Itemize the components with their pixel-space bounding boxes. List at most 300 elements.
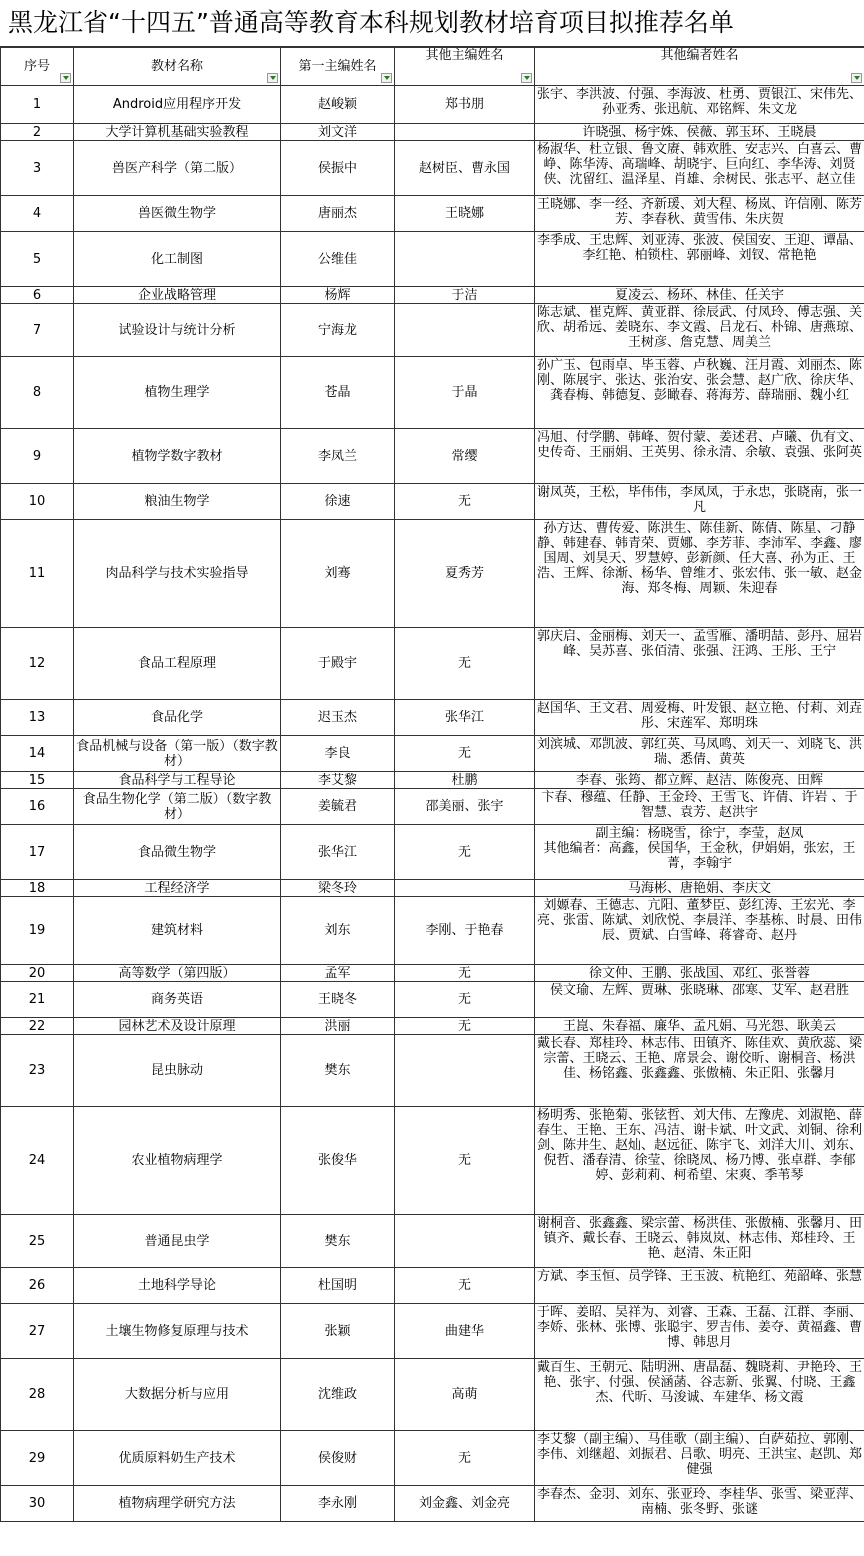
book-name-cell-text: 园林艺术及设计原理 — [118, 1018, 236, 1034]
seq-cell[interactable] — [1, 232, 74, 287]
first-editor-cell[interactable] — [281, 982, 395, 1018]
table-row — [1, 304, 864, 357]
seq-cell[interactable] — [1, 429, 74, 484]
seq-cell-text: 8 — [32, 385, 42, 400]
table-row — [1, 897, 864, 965]
first-editor-cell[interactable] — [281, 484, 395, 520]
other-editors-cell[interactable] — [395, 628, 535, 700]
first-editor-cell-text: 李良 — [324, 746, 351, 761]
seq-cell[interactable] — [1, 1359, 74, 1431]
first-editor-cell-text: 姜毓君 — [317, 799, 357, 814]
other-editors-cell[interactable] — [395, 1035, 535, 1107]
book-name-cell[interactable] — [74, 1018, 281, 1035]
book-name-cell-text: 食品科学与工程导论 — [118, 772, 236, 788]
seq-cell[interactable] — [1, 982, 74, 1018]
other-authors-cell-text: 马海彬、唐艳娟、李庆文 — [627, 881, 771, 896]
first-editor-cell-text: 张华江 — [317, 844, 357, 860]
other-editors-cell[interactable] — [395, 520, 535, 628]
seq-cell[interactable] — [1, 1035, 74, 1107]
other-editors-cell-text: 张华江 — [444, 710, 484, 725]
seq-cell-text: 20 — [28, 965, 46, 981]
other-editors-cell-text: 李刚、于艳春 — [425, 923, 504, 938]
other-authors-cell-text: 侯文瑜、左辉、贾琳、张晓琳、邵寒、艾军、赵君胜 — [549, 983, 849, 998]
first-editor-cell-text: 王晓冬 — [317, 992, 357, 1007]
table-row — [1, 825, 864, 880]
table-row — [1, 1304, 864, 1359]
other-authors-cell-text: 杨明秀、张艳菊、张铉哲、刘大伟、左豫虎、刘淑艳、薛春生、王艳、王东、冯洁、谢卡斌、叶文武、刘铜、徐利剑、陈井生、赵灿、赵远征、陈宇飞、刘洋大川、刘东、倪哲、潘春清、徐莹、徐晓凤、杨乃博、张卓群、李郁婷、彭莉莉、柯希望、宋爽、季苇琴 — [536, 1108, 862, 1183]
other-authors-cell[interactable] — [535, 897, 864, 965]
first-editor-cell[interactable] — [281, 357, 395, 429]
table-body — [1, 86, 864, 1522]
book-name-cell[interactable] — [74, 700, 281, 736]
first-editor-cell[interactable] — [281, 700, 395, 736]
book-name-cell[interactable] — [74, 1107, 281, 1215]
seq-cell[interactable] — [1, 484, 74, 520]
seq-cell-text: 30 — [28, 1496, 46, 1511]
book-name-cell-text: 普通昆虫学 — [144, 1233, 210, 1249]
other-editors-cell[interactable] — [395, 1268, 535, 1304]
other-authors-cell-text: 杨淑华、杜立银、鲁文赓、韩欢胜、安志兴、白喜云、曹峥、陈华涛、高瑞峰、胡晓宇、巨向红、李华涛、刘贤侠、沈留红、温泽星、肖雄、余树民、张志平、赵立佳 — [536, 142, 862, 187]
header-other-authors — [535, 48, 864, 86]
seq-cell[interactable] — [1, 700, 74, 736]
header-label: 教材名称 — [150, 59, 203, 74]
book-name-cell-text: 企业战略管理 — [137, 287, 216, 303]
book-name-cell[interactable] — [74, 789, 281, 825]
book-name-cell[interactable] — [74, 124, 281, 141]
other-authors-cell[interactable] — [535, 700, 864, 736]
other-authors-cell[interactable] — [535, 141, 864, 196]
other-editors-cell[interactable] — [395, 1359, 535, 1431]
other-editors-cell-text: 刘金鑫、刘金亮 — [418, 1496, 510, 1511]
book-name-cell-text: 试验设计与统计分析 — [118, 322, 236, 338]
other-authors-cell[interactable] — [535, 484, 864, 520]
other-authors-cell[interactable] — [535, 1431, 864, 1486]
other-authors-cell-text: 方斌、李玉恒、员学锋、王玉波、杭艳红、苑韶峰、张慧 — [536, 1269, 862, 1284]
first-editor-cell[interactable] — [281, 141, 395, 196]
other-editors-cell-text: 郑书朋 — [444, 97, 484, 112]
other-authors-cell[interactable] — [535, 232, 864, 287]
book-name-cell[interactable] — [74, 287, 281, 304]
seq-cell[interactable] — [1, 1018, 74, 1035]
seq-cell[interactable] — [1, 825, 74, 880]
table-row — [1, 520, 864, 628]
other-editors-cell[interactable] — [395, 965, 535, 982]
other-editors-cell-text: 无 — [457, 844, 471, 860]
header-label: 其他编者姓名 — [660, 48, 739, 63]
other-editors-cell[interactable] — [395, 880, 535, 897]
other-editors-cell[interactable] — [395, 1431, 535, 1486]
other-authors-cell-text: 卞春、穆蕴、任静、王金玲、王雪飞、许倩、许岩 、于智慧、袁芳、赵洪宇 — [541, 790, 858, 820]
other-editors-cell[interactable] — [395, 287, 535, 304]
other-authors-cell[interactable] — [535, 628, 864, 700]
seq-cell-text: 27 — [28, 1323, 46, 1339]
other-editors-cell-text: 无 — [457, 494, 471, 509]
other-authors-cell-text: 谢凤英，王松，毕伟伟，李凤凤，于永忠，张晓南，张一凡 — [536, 485, 862, 515]
book-name-cell-text: 商务英语 — [150, 992, 203, 1007]
first-editor-cell-text: 侯俊财 — [317, 1450, 357, 1466]
seq-cell[interactable] — [1, 1268, 74, 1304]
header-other-editors — [395, 48, 535, 86]
other-editors-cell[interactable] — [395, 429, 535, 484]
seq-cell-text: 25 — [28, 1233, 46, 1249]
book-name-cell[interactable] — [74, 772, 281, 789]
book-name-cell-text: 植物生理学 — [144, 385, 210, 400]
seq-cell-text: 17 — [28, 844, 46, 860]
book-name-cell[interactable] — [74, 897, 281, 965]
seq-cell[interactable] — [1, 196, 74, 232]
other-editors-cell-text: 高萌 — [451, 1387, 478, 1402]
other-authors-cell[interactable] — [535, 1359, 864, 1431]
first-editor-cell[interactable] — [281, 772, 395, 789]
table-row — [1, 484, 864, 520]
seq-cell[interactable] — [1, 287, 74, 304]
first-editor-cell[interactable] — [281, 897, 395, 965]
table-row — [1, 772, 864, 789]
other-editors-cell[interactable] — [395, 897, 535, 965]
first-editor-cell-text: 苍晶 — [324, 385, 351, 400]
other-editors-cell[interactable] — [395, 141, 535, 196]
seq-cell[interactable] — [1, 736, 74, 772]
first-editor-cell[interactable] — [281, 1035, 395, 1107]
other-authors-cell-text: 刘滨城、邓凯波、郭红英、马凤鸣、刘天一、刘晓飞、洪瑞、悉倩、黄英 — [536, 737, 862, 767]
table-row — [1, 789, 864, 825]
other-authors-cell[interactable] — [535, 1215, 864, 1268]
seq-cell[interactable] — [1, 965, 74, 982]
other-editors-cell[interactable] — [395, 982, 535, 1018]
first-editor-cell-text: 徐速 — [324, 494, 351, 509]
book-name-cell[interactable] — [74, 141, 281, 196]
other-authors-cell-text: 赵国华、王文君、周爱梅、叶发银、赵立艳、付莉、刘垚彤、宋莲军、郑明珠 — [536, 701, 862, 731]
other-authors-cell[interactable] — [535, 86, 864, 124]
other-authors-cell[interactable] — [535, 789, 864, 825]
recommendation-table — [0, 47, 864, 1522]
first-editor-cell-text: 李凤兰 — [317, 448, 357, 464]
header-seq — [1, 48, 74, 86]
other-authors-cell[interactable] — [535, 1486, 864, 1522]
first-editor-cell[interactable] — [281, 880, 395, 897]
seq-cell-text: 9 — [32, 448, 42, 464]
book-name-cell[interactable] — [74, 1304, 281, 1359]
other-authors-cell[interactable] — [535, 429, 864, 484]
book-name-cell[interactable] — [74, 304, 281, 357]
table-row — [1, 1431, 864, 1486]
seq-cell[interactable] — [1, 1215, 74, 1268]
seq-cell-text: 12 — [28, 656, 46, 671]
book-name-cell[interactable] — [74, 628, 281, 700]
other-editors-cell[interactable] — [395, 357, 535, 429]
other-editors-cell-text: 无 — [457, 746, 471, 761]
book-name-cell-text: 工程经济学 — [144, 880, 210, 896]
seq-cell-text: 1 — [32, 97, 42, 112]
seq-cell-text: 29 — [28, 1450, 46, 1466]
seq-cell[interactable] — [1, 628, 74, 700]
book-name-cell[interactable] — [74, 86, 281, 124]
first-editor-cell-text: 刘东 — [324, 923, 351, 938]
first-editor-cell[interactable] — [281, 825, 395, 880]
other-authors-cell-text: 谢桐音、张鑫鑫、梁宗蕾、杨洪佳、张傲楠、张馨月、田镇齐、戴长春、王晓云、韩岚岚、林志伟、郑桂玲、王艳、赵清、朱正阳 — [536, 1216, 862, 1261]
table-row — [1, 1268, 864, 1304]
first-editor-cell[interactable] — [281, 520, 395, 628]
other-authors-cell[interactable] — [535, 880, 864, 897]
seq-cell[interactable] — [1, 304, 74, 357]
book-name-cell[interactable] — [74, 1486, 281, 1522]
seq-cell-text: 24 — [28, 1153, 46, 1168]
book-name-cell[interactable] — [74, 1359, 281, 1431]
other-authors-cell[interactable] — [535, 982, 864, 1018]
header-row — [1, 48, 864, 86]
first-editor-cell-text: 樊东 — [324, 1063, 351, 1078]
book-name-cell[interactable] — [74, 429, 281, 484]
book-name-cell-text: 食品工程原理 — [137, 656, 216, 671]
other-editors-cell-text: 无 — [457, 965, 471, 981]
seq-cell-text: 22 — [28, 1018, 46, 1034]
other-authors-cell[interactable] — [535, 772, 864, 789]
other-editors-cell-text: 王晓娜 — [444, 206, 484, 221]
other-authors-cell[interactable] — [535, 287, 864, 304]
table-row — [1, 628, 864, 700]
other-editors-cell[interactable] — [395, 124, 535, 141]
seq-cell[interactable] — [1, 1486, 74, 1522]
table-row — [1, 1018, 864, 1035]
seq-cell-text: 19 — [28, 923, 46, 938]
table-row — [1, 1486, 864, 1522]
header-book-name — [74, 48, 281, 86]
other-authors-cell[interactable] — [535, 1304, 864, 1359]
other-editors-cell[interactable] — [395, 700, 535, 736]
book-name-cell[interactable] — [74, 357, 281, 429]
filter-dropdown-icon[interactable] — [521, 73, 532, 83]
first-editor-cell[interactable] — [281, 789, 395, 825]
seq-cell[interactable] — [1, 789, 74, 825]
first-editor-cell[interactable] — [281, 86, 395, 124]
first-editor-cell-text: 樊东 — [324, 1233, 351, 1249]
other-editors-cell[interactable] — [395, 1304, 535, 1359]
other-authors-cell[interactable] — [535, 196, 864, 232]
seq-cell[interactable] — [1, 141, 74, 196]
filter-dropdown-icon[interactable] — [851, 73, 862, 83]
header-label: 序号 — [23, 59, 50, 74]
table-row — [1, 965, 864, 982]
seq-cell[interactable] — [1, 1304, 74, 1359]
book-name-cell-text: 食品微生物学 — [137, 844, 216, 860]
filter-dropdown-icon[interactable] — [267, 73, 278, 83]
seq-cell[interactable] — [1, 772, 74, 789]
first-editor-cell[interactable] — [281, 1431, 395, 1486]
book-name-cell-text: 农业植物病理学 — [131, 1153, 223, 1168]
book-name-cell-text: 高等数学（第四版） — [118, 965, 236, 981]
seq-cell-text: 10 — [28, 494, 46, 509]
other-editors-cell-text: 无 — [457, 1450, 471, 1466]
first-editor-cell-text: 侯振中 — [317, 160, 357, 176]
seq-cell-text: 3 — [32, 160, 42, 176]
seq-cell[interactable] — [1, 897, 74, 965]
book-name-cell-text: 大数据分析与应用 — [124, 1387, 229, 1402]
table-row — [1, 196, 864, 232]
first-editor-cell[interactable] — [281, 1304, 395, 1359]
first-editor-cell-text: 李艾黎 — [317, 772, 357, 788]
other-editors-cell[interactable] — [395, 304, 535, 357]
other-editors-cell[interactable] — [395, 772, 535, 789]
other-editors-cell[interactable] — [395, 1107, 535, 1215]
book-name-cell-text: 昆虫脉动 — [150, 1063, 203, 1078]
other-authors-cell-text: 李春杰、金羽、刘东、张亚玲、李桂华、张雪、梁亚萍、南楠、张冬野、张谜 — [536, 1487, 862, 1517]
book-name-cell[interactable] — [74, 825, 281, 880]
other-authors-cell[interactable] — [535, 1107, 864, 1215]
other-authors-cell[interactable] — [535, 124, 864, 141]
other-editors-cell-text: 赵树臣、曹永国 — [418, 160, 510, 176]
book-name-cell[interactable] — [74, 1268, 281, 1304]
first-editor-cell-text: 于殿宇 — [317, 656, 357, 671]
table-row — [1, 880, 864, 897]
first-editor-cell-text: 张颖 — [324, 1323, 351, 1339]
table-row — [1, 141, 864, 196]
other-editors-cell-text: 邵美丽、张宇 — [425, 799, 504, 814]
other-authors-cell[interactable] — [535, 1018, 864, 1035]
first-editor-cell-text: 杜国明 — [317, 1278, 357, 1293]
first-editor-cell[interactable] — [281, 429, 395, 484]
other-editors-cell-text: 常缨 — [451, 448, 478, 464]
first-editor-cell-text: 沈维政 — [317, 1387, 357, 1402]
filter-dropdown-icon[interactable] — [60, 73, 71, 83]
book-name-cell[interactable] — [74, 982, 281, 1018]
other-editors-cell-text: 曲建华 — [444, 1323, 484, 1339]
first-editor-cell[interactable] — [281, 965, 395, 982]
other-authors-cell-text: 郭庆启、金丽梅、刘天一、孟雪雁、潘明喆、彭丹、屈岩峰、吴苏喜、张佰清、张强、汪鸿、王彤、王宁 — [536, 629, 862, 659]
book-name-cell[interactable] — [74, 520, 281, 628]
other-editors-cell[interactable] — [395, 736, 535, 772]
first-editor-cell[interactable] — [281, 1107, 395, 1215]
first-editor-cell[interactable] — [281, 1359, 395, 1431]
first-editor-cell[interactable] — [281, 287, 395, 304]
other-authors-cell-text: 李春、张筠、都立辉、赵洁、陈俊亮、田辉 — [575, 773, 823, 788]
book-name-cell-text: 土地科学导论 — [137, 1278, 216, 1293]
seq-cell-text: 28 — [28, 1387, 46, 1402]
other-authors-cell-text: 冯旭、付学鹏、韩峰、贺付蒙、姜述君、卢曦、仇有文、史传奇、王丽娟、王英男、徐永清、余敏、袁强、张阿英 — [536, 430, 862, 460]
first-editor-cell-text: 唐丽杰 — [317, 206, 357, 221]
table-row — [1, 1215, 864, 1268]
first-editor-cell[interactable] — [281, 1215, 395, 1268]
book-name-cell-text: 粮油生物学 — [144, 494, 210, 509]
seq-cell[interactable] — [1, 357, 74, 429]
seq-cell-text: 26 — [28, 1278, 46, 1293]
book-name-cell-text: 建筑材料 — [150, 923, 203, 938]
seq-cell-text: 18 — [28, 880, 46, 896]
filter-dropdown-icon[interactable] — [381, 73, 392, 83]
book-name-cell[interactable] — [74, 232, 281, 287]
first-editor-cell-text: 迟玉杰 — [317, 710, 357, 725]
first-editor-cell-text: 孟军 — [324, 965, 351, 981]
other-authors-cell[interactable] — [535, 357, 864, 429]
other-authors-cell[interactable] — [535, 965, 864, 982]
book-name-cell[interactable] — [74, 1035, 281, 1107]
other-editors-cell-text: 夏秀芳 — [444, 566, 484, 581]
seq-cell-text: 16 — [28, 799, 46, 814]
other-editors-cell[interactable] — [395, 1018, 535, 1035]
seq-cell-text: 6 — [32, 287, 42, 303]
book-name-cell-text: 食品生物化学（第二版）（数字教材） — [82, 791, 272, 822]
other-editors-cell[interactable] — [395, 196, 535, 232]
other-editors-cell[interactable] — [395, 825, 535, 880]
seq-cell-text: 5 — [32, 251, 42, 267]
first-editor-cell[interactable] — [281, 232, 395, 287]
book-name-cell-text: 化工制图 — [150, 251, 203, 267]
other-authors-cell[interactable] — [535, 520, 864, 628]
seq-cell[interactable] — [1, 124, 74, 141]
first-editor-cell-text: 洪丽 — [324, 1018, 351, 1034]
other-editors-cell[interactable] — [395, 484, 535, 520]
table-row — [1, 287, 864, 304]
first-editor-cell[interactable] — [281, 1486, 395, 1522]
book-name-cell-text: 食品化学 — [150, 710, 203, 725]
book-name-cell[interactable] — [74, 965, 281, 982]
seq-cell[interactable] — [1, 520, 74, 628]
other-authors-cell-text: 刘嫄春、王德志、亢阳、董梦臣、彭红涛、王宏光、李亮、张雷、陈斌、刘欣悦、李晨洋、李基栋、时晨、田伟辰、贾斌、白雪峰、蒋睿奇、赵丹 — [536, 898, 862, 943]
first-editor-cell[interactable] — [281, 304, 395, 357]
seq-cell[interactable] — [1, 86, 74, 124]
other-authors-cell[interactable] — [535, 736, 864, 772]
book-name-cell[interactable] — [74, 736, 281, 772]
other-authors-cell-text: 戴百生、王朝元、陆明洲、唐晶磊、魏晓莉、尹艳玲、王艳、张宇、付强、侯涵菡、谷志新、张翼、付晓、王鑫杰、代昕、马浚诚、车建华、杨文霞 — [536, 1360, 862, 1405]
header-label: 第一主编姓名 — [298, 59, 377, 74]
book-name-cell-text: 土壤生物修复原理与技术 — [105, 1323, 249, 1339]
first-editor-cell[interactable] — [281, 736, 395, 772]
other-editors-cell[interactable] — [395, 789, 535, 825]
first-editor-cell-text: 宁海龙 — [317, 322, 357, 338]
first-editor-cell-text: 公维佳 — [317, 251, 357, 267]
table-row — [1, 357, 864, 429]
other-editors-cell[interactable] — [395, 232, 535, 287]
book-name-cell-text: 植物学数字教材 — [131, 448, 223, 464]
other-editors-cell-text: 杜鹏 — [451, 772, 478, 788]
book-name-cell-text: 植物病理学研究方法 — [118, 1496, 236, 1511]
first-editor-cell[interactable] — [281, 1018, 395, 1035]
other-authors-cell-text: 王崑、朱春福、廉华、孟凡娟、马光怨、耿美云 — [562, 1019, 836, 1034]
book-name-cell-text: Android应用程序开发 — [112, 97, 242, 112]
seq-cell-text: 14 — [28, 746, 46, 761]
other-editors-cell-text: 于洁 — [451, 287, 478, 303]
other-authors-cell[interactable] — [535, 1035, 864, 1107]
other-authors-cell[interactable] — [535, 304, 864, 357]
first-editor-cell[interactable] — [281, 124, 395, 141]
first-editor-cell-text: 刘骞 — [324, 566, 351, 581]
book-name-cell[interactable] — [74, 1431, 281, 1486]
seq-cell-text: 13 — [28, 710, 46, 725]
other-authors-cell[interactable] — [535, 1268, 864, 1304]
first-editor-cell[interactable] — [281, 196, 395, 232]
first-editor-cell-text: 梁冬玲 — [317, 880, 357, 896]
seq-cell[interactable] — [1, 880, 74, 897]
book-name-cell-text: 肉品科学与技术实验指导 — [105, 566, 249, 581]
seq-cell[interactable] — [1, 1431, 74, 1486]
other-editors-cell-text: 无 — [457, 1278, 471, 1293]
other-editors-cell-text: 于晶 — [451, 385, 478, 400]
book-name-cell[interactable] — [74, 484, 281, 520]
other-authors-cell-text: 许晓强、杨宇姝、侯薇、郭玉环、王晓晨 — [582, 125, 817, 140]
book-name-cell[interactable] — [74, 1215, 281, 1268]
first-editor-cell[interactable] — [281, 1268, 395, 1304]
book-name-cell[interactable] — [74, 880, 281, 897]
other-authors-cell[interactable] — [535, 825, 864, 880]
other-editors-cell[interactable] — [395, 86, 535, 124]
other-editors-cell[interactable] — [395, 1215, 535, 1268]
seq-cell[interactable] — [1, 1107, 74, 1215]
other-editors-cell-text: 无 — [457, 656, 471, 671]
other-editors-cell[interactable] — [395, 1486, 535, 1522]
book-name-cell[interactable] — [74, 196, 281, 232]
first-editor-cell[interactable] — [281, 628, 395, 700]
other-authors-cell-text: 陈志斌、崔克辉、黄亚群、徐辰武、付凤玲、傅志强、关欣、胡希远、姜晓东、李文霞、吕龙石、朴锦、唐燕琼、王树彦、詹克慧、周美兰 — [536, 305, 862, 350]
table-row — [1, 736, 864, 772]
